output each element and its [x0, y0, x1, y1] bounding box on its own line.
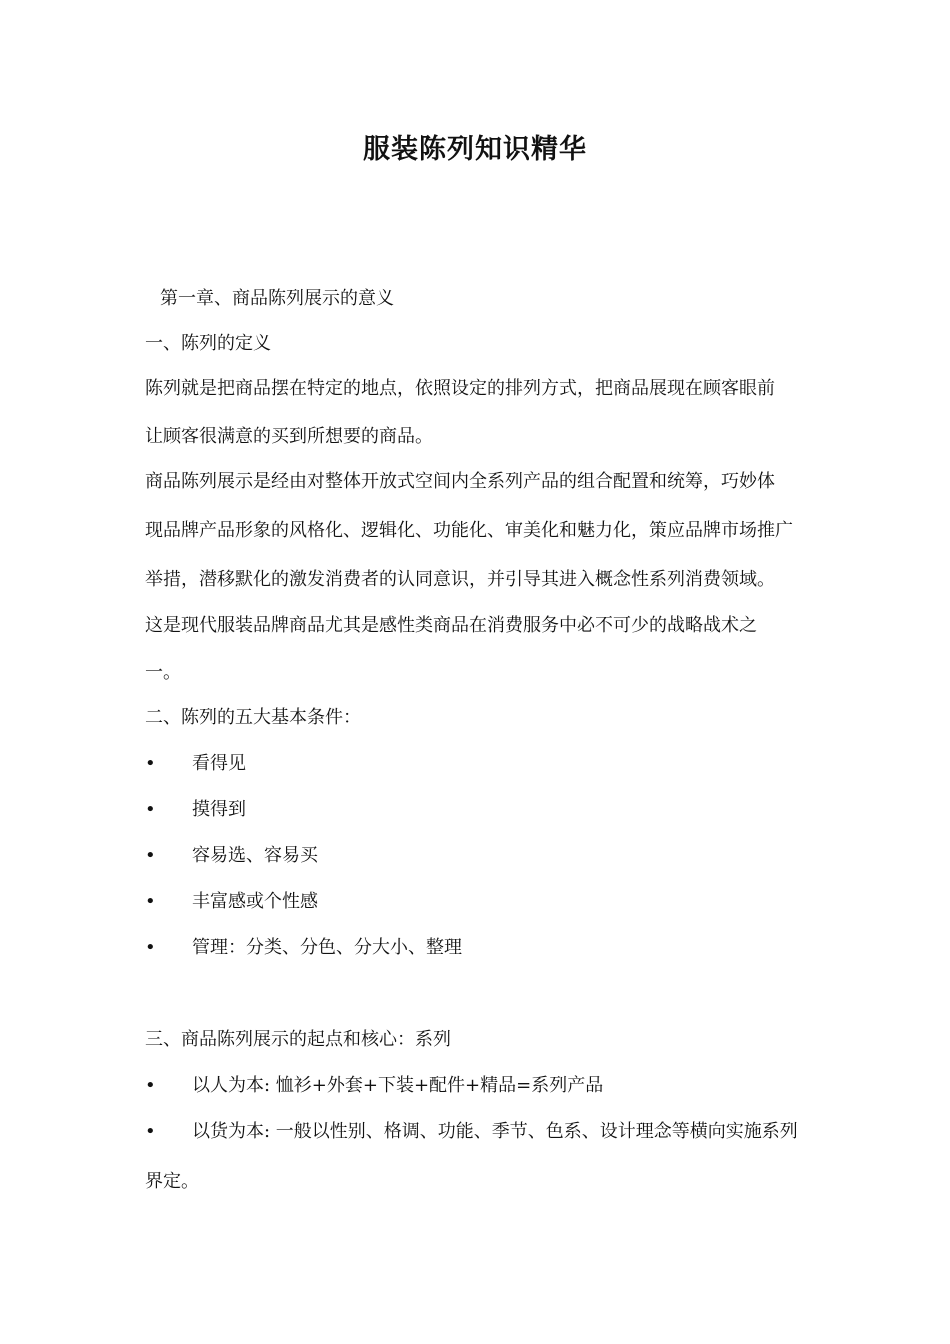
- paragraph-line: 举措，潜移默化的激发消费者的认同意识，并引导其进入概念性系列消费领域。: [145, 569, 775, 590]
- section-2-heading: 二、陈列的五大基本条件：: [145, 707, 361, 728]
- list-item: 丰富感或个性感: [192, 891, 318, 912]
- bullet-marker: •: [145, 1121, 156, 1142]
- bullet-marker: •: [145, 845, 156, 866]
- list-item: 以货为本: 一般以性别、格调、功能、季节、色系、设计理念等横向实施系列: [192, 1121, 798, 1142]
- document-title: 服装陈列知识精华: [363, 134, 587, 165]
- paragraph-line: 一。: [145, 662, 181, 683]
- paragraph-line: 现品牌产品形象的风格化、逻辑化、功能化、审美化和魅力化，策应品牌市场推广: [145, 520, 793, 541]
- list-item: 看得见: [192, 753, 246, 774]
- bullet-marker: •: [145, 937, 156, 958]
- bullet-marker: •: [145, 1075, 156, 1096]
- section-1-heading: 一、陈列的定义: [145, 333, 271, 354]
- paragraph-line: 陈列就是把商品摆在特定的地点，依照设定的排列方式，把商品展现在顾客眼前: [145, 378, 775, 399]
- paragraph-line: 这是现代服装品牌商品尤其是感性类商品在消费服务中必不可少的战略战术之: [145, 615, 757, 636]
- paragraph-line: 商品陈列展示是经由对整体开放式空间内全系列产品的组合配置和统筹，巧妙体: [145, 471, 775, 492]
- bullet-marker: •: [145, 799, 156, 820]
- list-item-continuation: 界定。: [145, 1171, 199, 1192]
- list-item: 摸得到: [192, 799, 246, 820]
- chapter-heading: 第一章、商品陈列展示的意义: [160, 288, 394, 309]
- bullet-marker: •: [145, 753, 156, 774]
- paragraph-line: 让顾客很满意的买到所想要的商品。: [145, 426, 433, 447]
- list-item: 管理：分类、分色、分大小、整理: [192, 937, 462, 958]
- bullet-marker: •: [145, 891, 156, 912]
- list-item: 容易选、容易买: [192, 845, 318, 866]
- list-item: 以人为本: 恤衫+外套+下装+配件+精品=系列产品: [192, 1075, 604, 1096]
- section-3-heading: 三、商品陈列展示的起点和核心：系列: [145, 1029, 451, 1050]
